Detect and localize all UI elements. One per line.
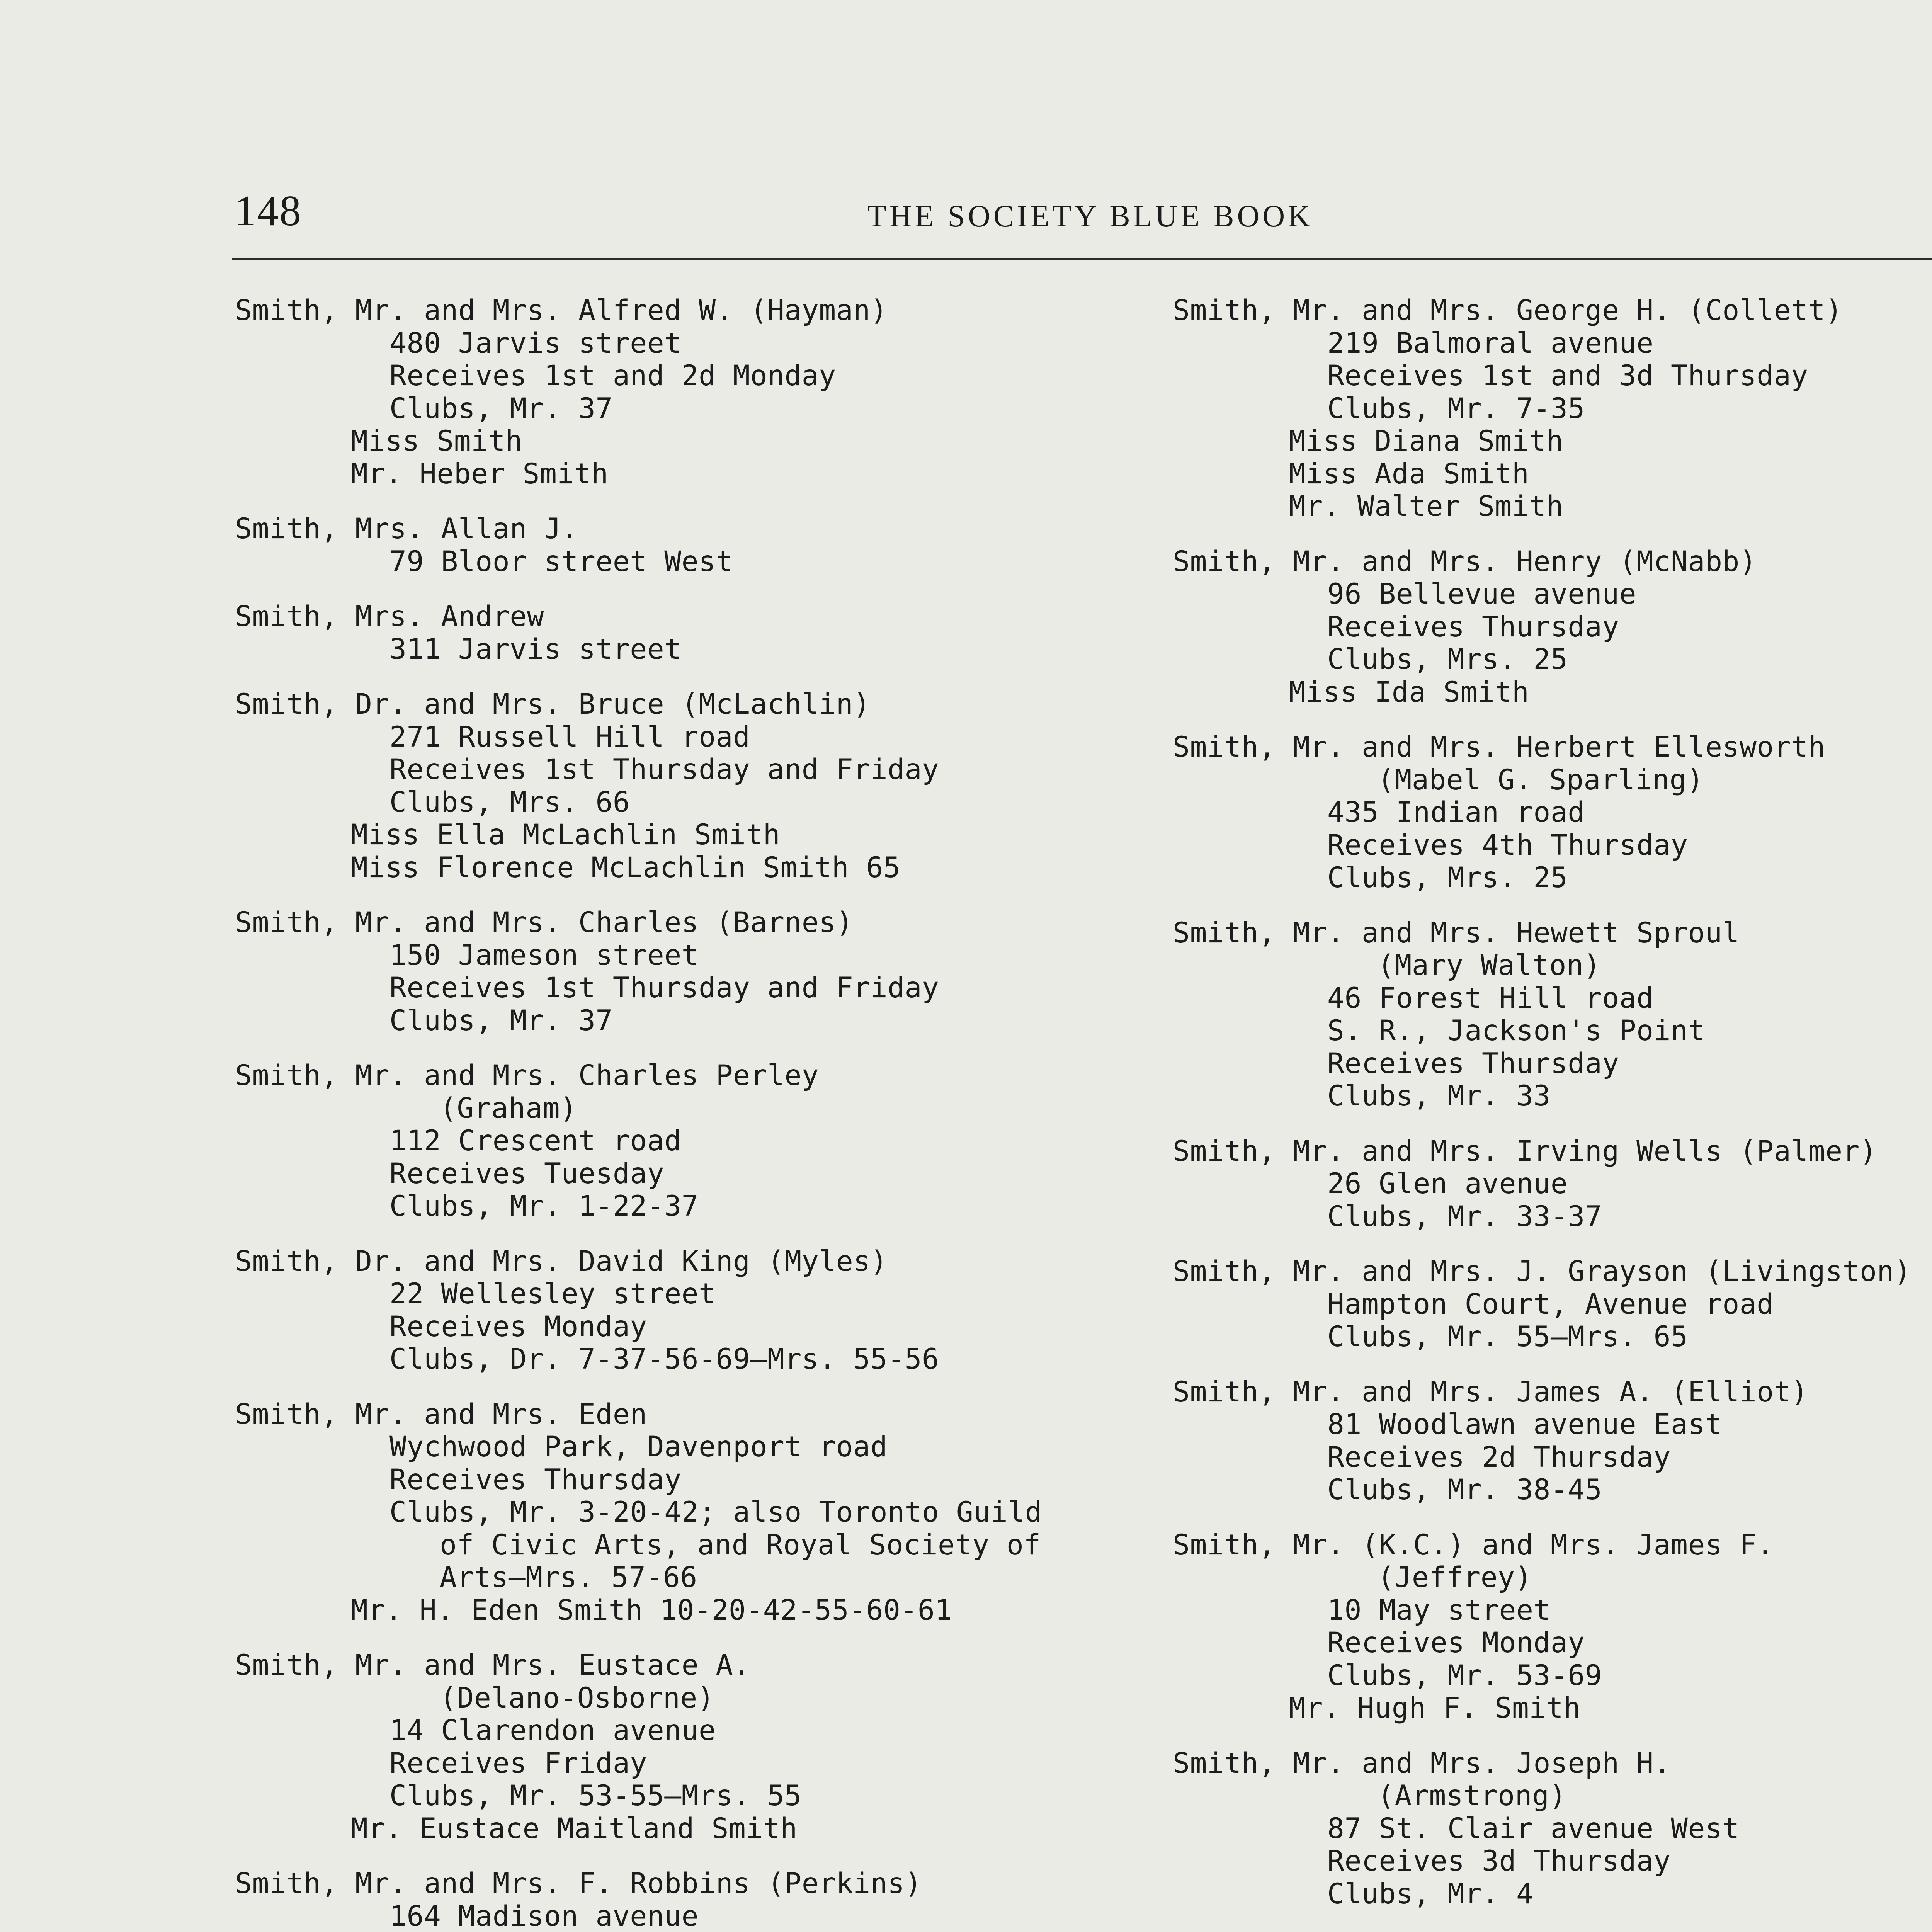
directory-entry	[235, 1649, 1135, 1845]
entry-line: Miss Ada Smith	[1289, 457, 1529, 490]
entry-line: Receives 2d Thursday	[1327, 1440, 1671, 1474]
entry-line: Clubs, Mr. 37	[389, 392, 613, 425]
directory-entry	[235, 1867, 1135, 1932]
entry-line: 96 Bellevue avenue	[1327, 578, 1637, 611]
entry-line: Clubs, Mr. 3-20-42; also Toronto Guild	[389, 1496, 1043, 1529]
entry-line: Receives Thursday	[1327, 610, 1619, 643]
entry-name: Smith, Mrs. Allan J.	[235, 512, 578, 545]
entry-line: Receives 1st Thursday and Friday	[389, 971, 939, 1004]
directory-entry	[235, 1060, 1135, 1223]
entry-line: Clubs, Mr. 33-37	[1327, 1200, 1602, 1233]
entry-line: Receives 1st Thursday and Friday	[389, 753, 939, 786]
directory-entry	[1173, 294, 1932, 523]
entry-name: Smith, Mr. and Mrs. Alfred W. (Hayman)	[235, 294, 888, 327]
entry-line: (Delano-Osborne)	[440, 1681, 715, 1714]
left-column	[235, 294, 1135, 1932]
entry-name: Smith, Mr. and Mrs. Eustace A.	[235, 1649, 750, 1682]
entry-line: Mr. Heber Smith	[351, 457, 609, 490]
entry-line: Clubs, Mr. 33	[1327, 1080, 1551, 1112]
entry-line: Hampton Court, Avenue road	[1327, 1287, 1774, 1321]
entry-line: 150 Jameson street	[389, 939, 699, 972]
directory-entry	[1173, 1747, 1932, 1911]
entry-line: 22 Wellesley street	[389, 1277, 716, 1310]
directory-entry	[235, 294, 1135, 490]
entry-line: 219 Balmoral avenue	[1327, 327, 1654, 360]
entry-line: Clubs, Mr. 53-55—Mrs. 55	[389, 1779, 802, 1812]
entry-line: (Graham)	[440, 1092, 577, 1125]
entry-name: Smith, Mr. and Mrs. J. Grayson (Livingston)	[1173, 1255, 1912, 1288]
entry-name: Smith, Mr. and Mrs. Charles Perley	[235, 1059, 819, 1092]
entry-line: 480 Jarvis street	[389, 327, 682, 360]
entry-line: (Armstrong)	[1378, 1779, 1566, 1812]
right-column	[1173, 294, 1932, 1932]
entry-name: Smith, Dr. and Mrs. Bruce (McLachlin)	[235, 688, 871, 721]
entry-line: Receives Monday	[1327, 1626, 1585, 1659]
entry-line: Arts—Mrs. 57-66	[440, 1561, 697, 1594]
entry-name: Smith, Mr. and Mrs. F. Robbins (Perkins)	[235, 1867, 922, 1900]
entry-line: (Jeffrey)	[1378, 1561, 1532, 1594]
entry-line: Receives 1st and 2d Monday	[389, 359, 836, 392]
entry-line: Mr. H. Eden Smith 10-20-42-55-60-61	[351, 1594, 952, 1627]
directory-entry	[235, 906, 1135, 1037]
entry-line: Receives 4th Thursday	[1327, 828, 1688, 862]
entry-line: Clubs, Mr. 53-69	[1327, 1659, 1602, 1692]
entry-line: Clubs, Mrs. 25	[1327, 861, 1568, 894]
entry-line: S. R., Jackson's Point	[1327, 1014, 1705, 1047]
entry-line: Receives Friday	[389, 1747, 647, 1780]
entry-line: Mr. Hugh F. Smith	[1289, 1692, 1581, 1725]
entry-line: Wychwood Park, Davenport road	[389, 1430, 888, 1463]
entry-name: Smith, Mr. and Mrs. James A. (Elliot)	[1173, 1375, 1808, 1408]
directory-entry	[235, 1398, 1135, 1627]
entry-line: Receives Thursday	[1327, 1047, 1619, 1080]
entry-line: Miss Smith	[351, 425, 523, 457]
entry-line: Clubs, Mr. 55—Mrs. 65	[1327, 1320, 1688, 1353]
directory-entry	[1173, 917, 1932, 1113]
entry-line: Receives Thursday	[389, 1463, 682, 1496]
entry-name: Smith, Dr. and Mrs. David King (Myles)	[235, 1245, 888, 1278]
entry-line: Miss Ida Smith	[1289, 675, 1529, 709]
entry-line: 10 May street	[1327, 1594, 1551, 1627]
entry-line: Miss Florence McLachlin Smith 65	[351, 851, 901, 884]
entry-name: Smith, Mr. (K.C.) and Mrs. James F.	[1173, 1528, 1774, 1561]
entry-name: Smith, Mr. and Mrs. Joseph H.	[1173, 1747, 1671, 1780]
entry-line: 271 Russell Hill road	[389, 720, 750, 753]
directory-entry	[1173, 546, 1932, 709]
directory-entry	[1173, 731, 1932, 895]
entry-line: Receives 1st and 3d Thursday	[1327, 359, 1808, 392]
entry-line: Clubs, Mr. 4	[1327, 1877, 1534, 1910]
directory-entry	[1173, 1529, 1932, 1725]
entry-line: Clubs, Mrs. 25	[1327, 643, 1568, 676]
entry-line: (Mabel G. Sparling)	[1378, 763, 1704, 796]
entry-line: Receives Tuesday	[389, 1157, 665, 1190]
entry-line: Clubs, Mr. 1-22-37	[389, 1190, 699, 1223]
entry-line: Miss Diana Smith	[1289, 425, 1564, 457]
entry-line: Mr. Walter Smith	[1289, 490, 1564, 523]
entry-line: Clubs, Dr. 7-37-56-69—Mrs. 55-56	[389, 1343, 939, 1376]
directory-entry	[1173, 1255, 1932, 1354]
entry-line: 46 Forest Hill road	[1327, 981, 1654, 1015]
entry-line: Clubs, Mr. 37	[389, 1004, 613, 1037]
entry-line: 435 Indian road	[1327, 796, 1585, 829]
entry-line: 112 Crescent road	[389, 1124, 682, 1157]
entry-line: 164 Madison avenue	[389, 1900, 699, 1932]
running-title: THE SOCIETY BLUE BOOK	[867, 199, 1313, 233]
entry-line: of Civic Arts, and Royal Society of	[440, 1528, 1041, 1561]
entry-name: Smith, Mr. and Mrs. Eden	[235, 1398, 647, 1431]
entry-name: Smith, Mr. and Mrs. Charles (Barnes)	[235, 906, 854, 939]
directory-entry	[235, 600, 1135, 666]
entry-name: Smith, Mr. and Mrs. Hewett Sproul	[1173, 916, 1740, 949]
directory-entry	[235, 513, 1135, 578]
entry-line: 87 St. Clair avenue West	[1327, 1812, 1740, 1845]
entry-name: Smith, Mr. and Mrs. Henry (McNabb)	[1173, 545, 1757, 578]
entry-line: 81 Woodlawn avenue East	[1327, 1408, 1723, 1441]
page-number: 148	[235, 187, 302, 235]
entry-line: 26 Glen avenue	[1327, 1167, 1568, 1200]
entry-line: Clubs, Mrs. 66	[389, 786, 630, 819]
directory-entry	[1173, 1376, 1932, 1507]
entry-name: Smith, Mr. and Mrs. Herbert Ellesworth	[1173, 731, 1826, 764]
entry-line: 14 Clarendon avenue	[389, 1714, 716, 1747]
entry-line: Clubs, Mr. 38-45	[1327, 1473, 1602, 1506]
entry-line: 79 Bloor street West	[389, 545, 733, 578]
entry-line: Clubs, Mr. 7-35	[1327, 392, 1585, 425]
entry-line: 311 Jarvis street	[389, 633, 682, 666]
directory-entry	[235, 688, 1135, 884]
directory-entry	[1173, 1135, 1932, 1233]
entry-line: Miss Ella McLachlin Smith	[351, 818, 781, 851]
directory-entry	[235, 1245, 1135, 1376]
entry-name: Smith, Mr. and Mrs. George H. (Collett)	[1173, 294, 1843, 327]
entry-line: Mr. Eustace Maitland Smith	[351, 1812, 798, 1845]
entry-line: (Mary Walton)	[1378, 949, 1601, 982]
header-rule	[232, 258, 1932, 260]
entry-name: Smith, Mrs. Andrew	[235, 600, 544, 633]
entry-line: Receives Monday	[389, 1310, 647, 1343]
entry-line: Receives 3d Thursday	[1327, 1845, 1671, 1878]
entry-name: Smith, Mr. and Mrs. Irving Wells (Palmer)	[1173, 1134, 1877, 1168]
